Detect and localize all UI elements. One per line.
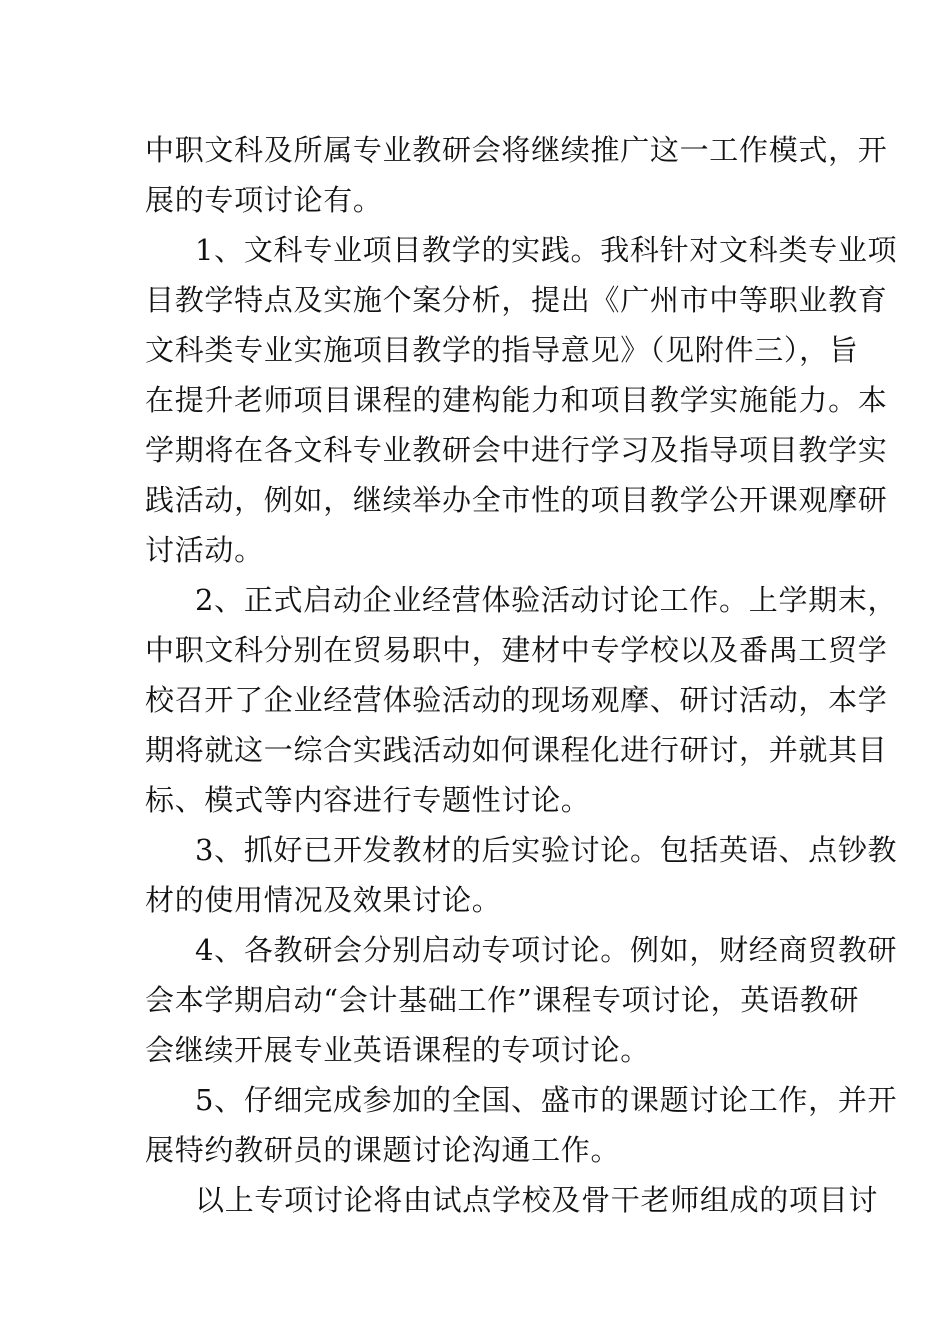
- paragraph-3-first-line: 3、抓好已开发教材的后实验讨论。包括英语、点钞教: [195, 833, 898, 867]
- text-line: 校召开了企业经营体验活动的现场观摩、研讨活动，本学: [145, 683, 888, 717]
- text-line: 会继续开展专业英语课程的专项讨论。: [145, 1033, 650, 1067]
- text-line: 中职文科及所属专业教研会将继续推广这一工作模式，开: [145, 133, 888, 167]
- text-line: 材的使用情况及效果讨论。: [145, 883, 502, 917]
- paragraph-4-first-line: 4、各教研会分别启动专项讨论。例如，财经商贸教研: [195, 933, 898, 967]
- text-line: 标、模式等内容进行专题性讨论。: [145, 783, 591, 817]
- paragraph-2-first-line: 2、正式启动企业经营体验活动讨论工作。上学期末，: [195, 583, 898, 617]
- text-line: 讨活动。: [145, 533, 264, 567]
- text-line: 会本学期启动“会计基础工作”课程专项讨论，英语教研: [145, 983, 860, 1017]
- text-line: 展特约教研员的课题讨论沟通工作。: [145, 1133, 621, 1167]
- text-line: 目教学特点及实施个案分析，提出《广州市中等职业教育: [145, 283, 888, 317]
- text-line: 在提升老师项目课程的建构能力和项目教学实施能力。本: [145, 383, 888, 417]
- text-line: 中职文科分别在贸易职中，建材中专学校以及番禺工贸学: [145, 633, 888, 667]
- closing-paragraph-first-line: 以上专项讨论将由试点学校及骨干老师组成的项目讨: [195, 1183, 879, 1217]
- text-line: 践活动，例如，继续举办全市性的项目教学公开课观摩研: [145, 483, 888, 517]
- text-line: 期将就这一综合实践活动如何课程化进行研讨，并就其目: [145, 733, 888, 767]
- text-line: 文科类专业实施项目教学的指导意见》（见附件三），旨: [145, 333, 859, 367]
- paragraph-1-first-line: 1、文科专业项目教学的实践。我科针对文科类专业项: [195, 233, 898, 267]
- text-line: 学期将在各文科专业教研会中进行学习及指导项目教学实: [145, 433, 888, 467]
- paragraph-5-first-line: 5、仔细完成参加的全国、盛市的课题讨论工作，并开: [195, 1083, 898, 1117]
- text-line: 展的专项讨论有。: [145, 183, 383, 217]
